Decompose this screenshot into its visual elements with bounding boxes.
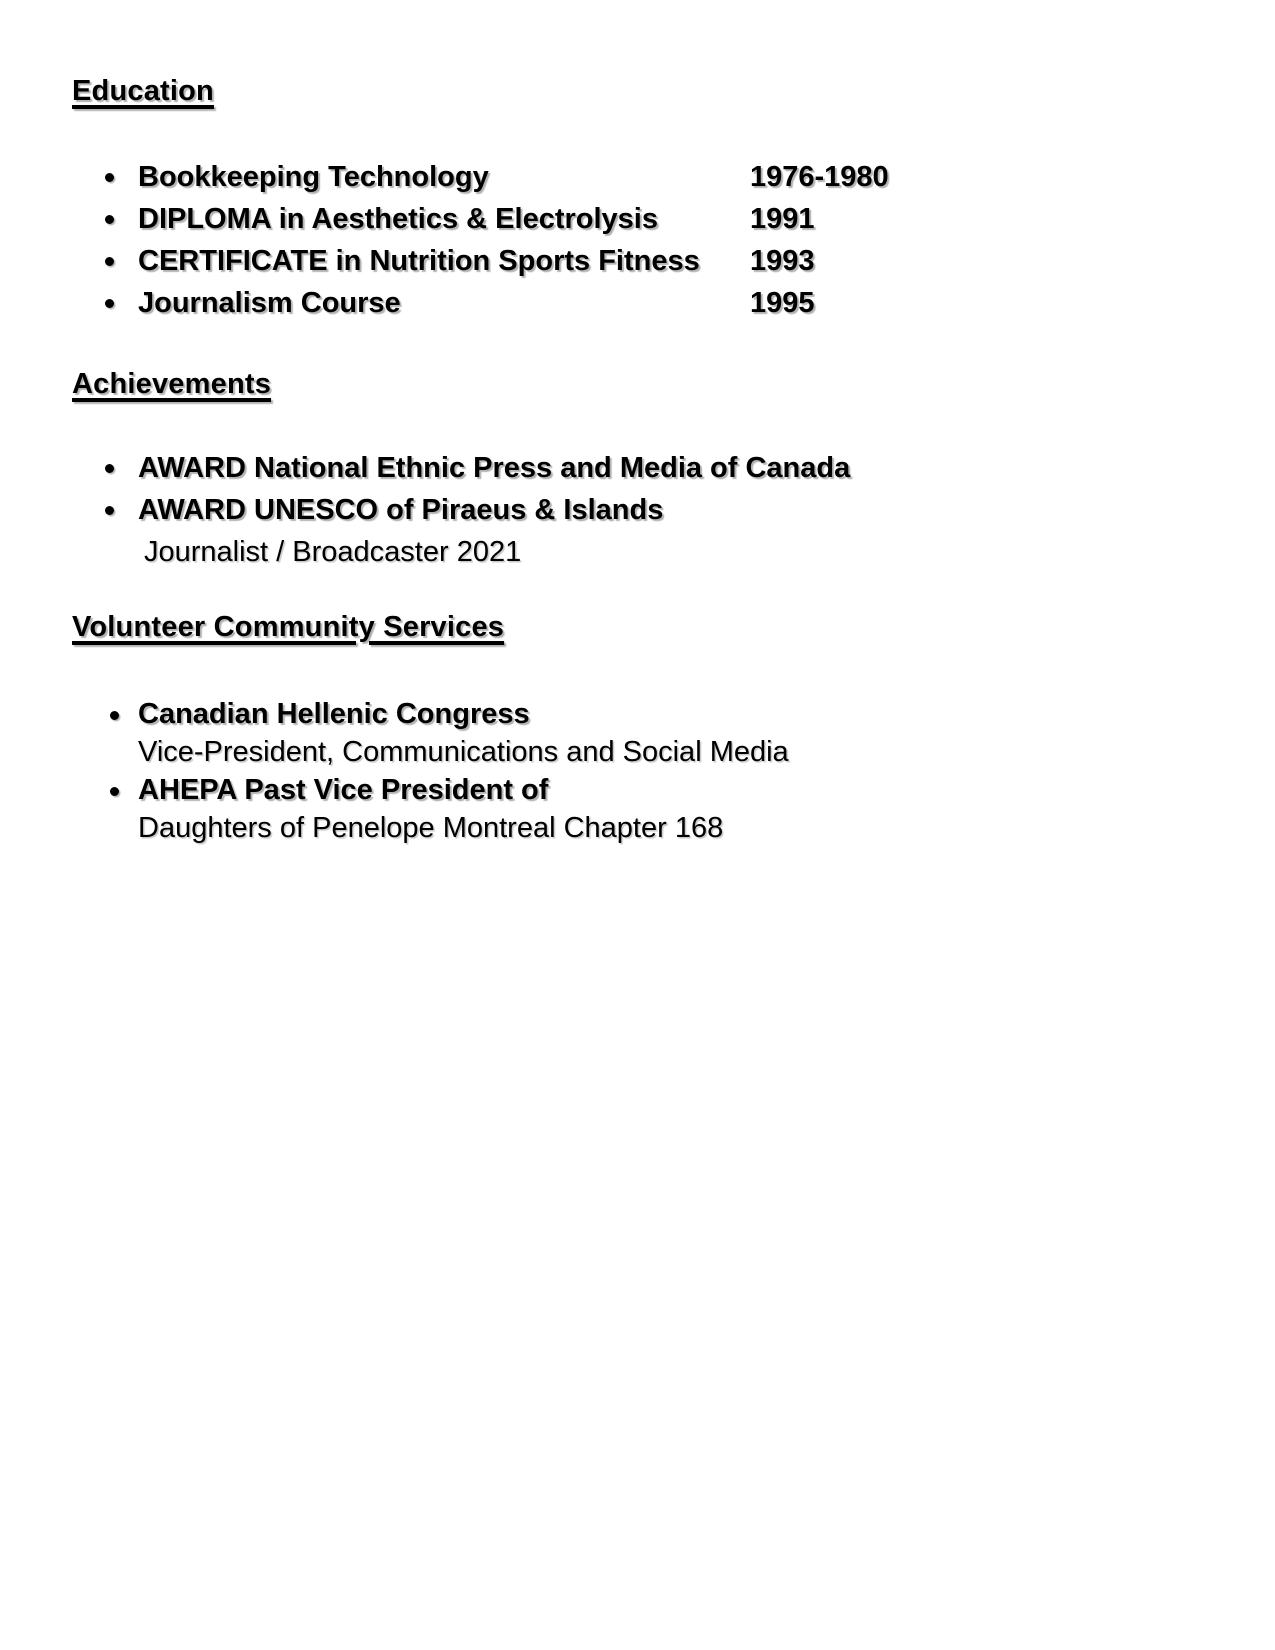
achievements-list [72, 447, 1215, 573]
bullet-icon [105, 173, 114, 182]
section-heading-volunteer: Volunteer Community Services [72, 611, 505, 643]
item-year: 1993 [750, 245, 815, 277]
item-label: AWARD UNESCO of Piraeus & Islands [138, 494, 664, 526]
item-row [138, 771, 1215, 809]
bullet-icon [105, 464, 114, 473]
section-achievements [72, 367, 1215, 573]
item-year: 1995 [750, 287, 815, 319]
list-item [72, 240, 1215, 282]
list-item [72, 282, 1215, 324]
section-education [72, 74, 1215, 324]
item-row [138, 489, 1215, 531]
item-row [138, 695, 1215, 733]
section-heading-achievements: Achievements [72, 368, 272, 400]
item-label: DIPLOMA in Aesthetics & Electrolysis [138, 203, 658, 235]
section-volunteer [72, 610, 1215, 847]
item-subtext: Daughters of Penelope Montreal Chapter 168 [138, 812, 724, 844]
section-heading-education: Education [72, 75, 214, 107]
bullet-icon [105, 215, 114, 224]
item-row [138, 447, 1215, 489]
list-item [72, 489, 1215, 573]
bullet-icon [110, 787, 119, 796]
item-year: 1976-1980 [750, 161, 889, 193]
bullet-icon [105, 257, 114, 266]
item-label: Bookkeeping Technology [138, 161, 489, 193]
list-item [72, 695, 1215, 771]
item-row [138, 240, 1215, 282]
bullet-icon [105, 299, 114, 308]
bullet-icon [110, 711, 119, 720]
bullet-icon [105, 506, 114, 515]
item-label: Journalism Course [138, 287, 401, 319]
volunteer-list [72, 695, 1215, 847]
item-label: AHEPA Past Vice President of [138, 774, 549, 806]
item-row [138, 198, 1215, 240]
list-item [72, 771, 1215, 847]
list-item [72, 198, 1215, 240]
item-row [138, 156, 1215, 198]
list-item [72, 447, 1215, 489]
education-list [72, 156, 1215, 324]
item-row [138, 282, 1215, 324]
item-label: CERTIFICATE in Nutrition Sports Fitness [138, 245, 700, 277]
item-subtext: Vice-President, Communications and Social Media [138, 736, 789, 768]
item-year: 1991 [750, 203, 815, 235]
list-item [72, 156, 1215, 198]
item-label: AWARD National Ethnic Press and Media of Canada [138, 452, 851, 484]
item-subtext: Journalist / Broadcaster 2021 [144, 536, 522, 568]
item-label: Canadian Hellenic Congress [138, 698, 530, 730]
